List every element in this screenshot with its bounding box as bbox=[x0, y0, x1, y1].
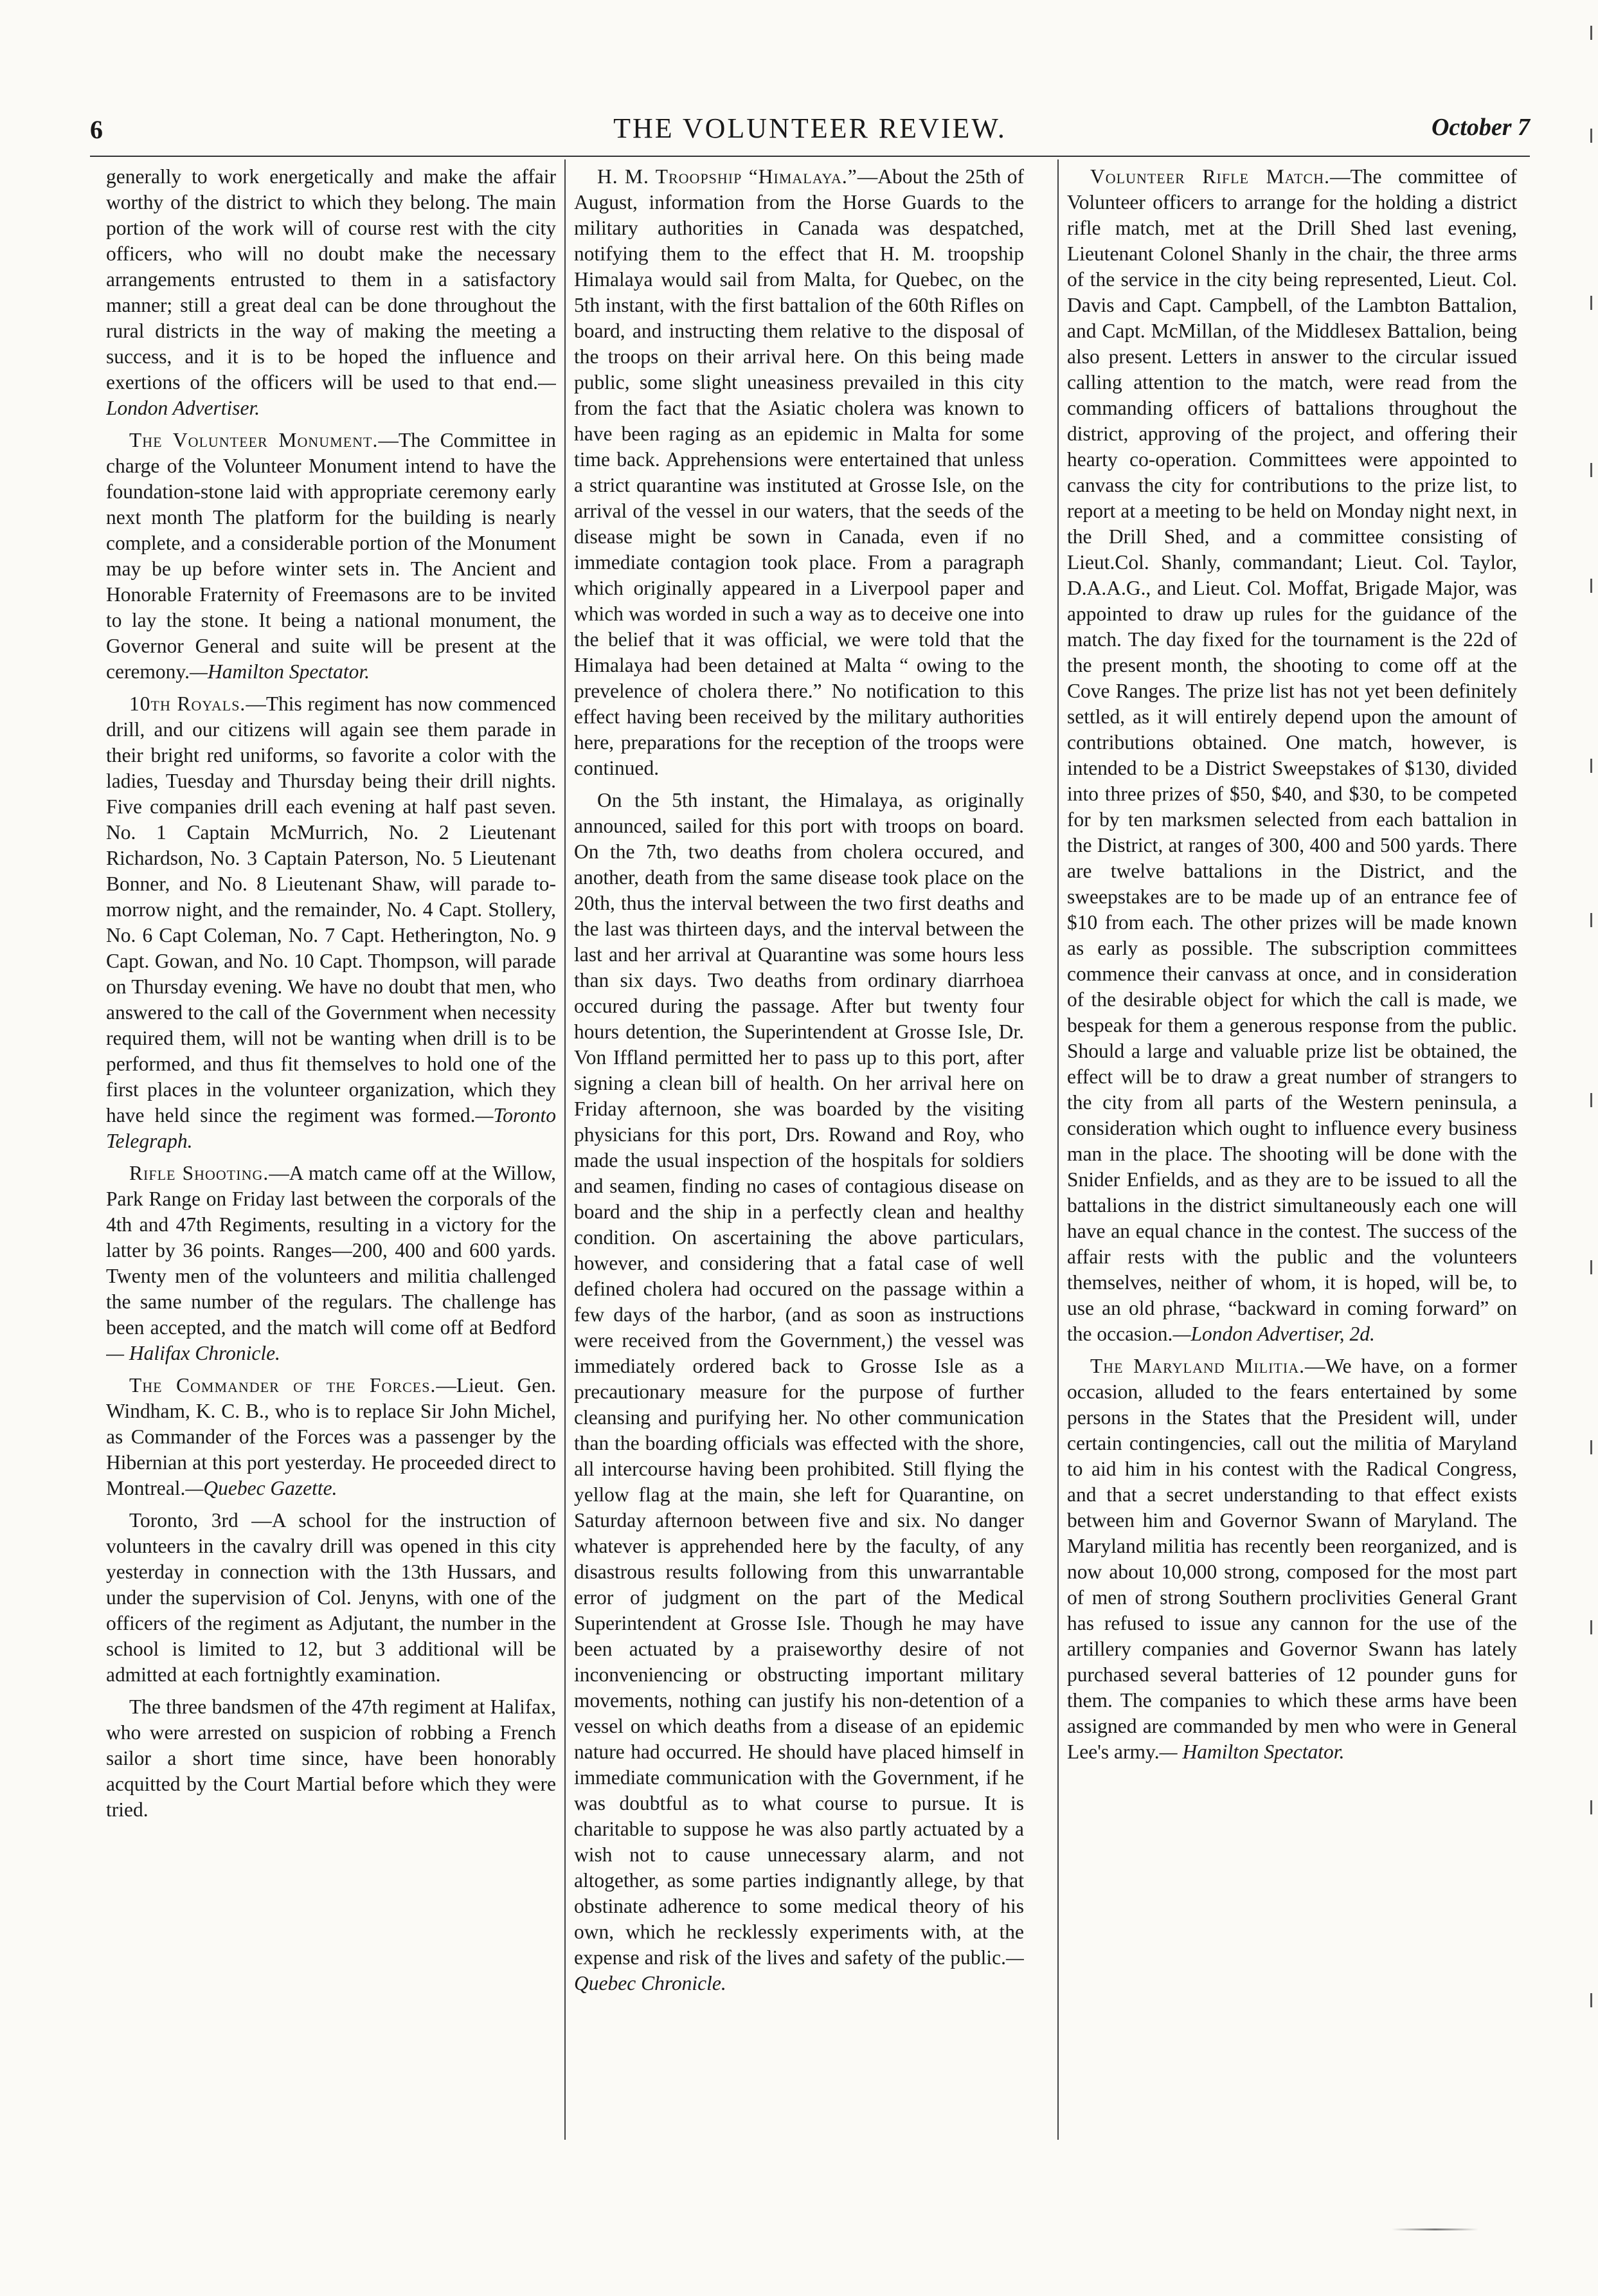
article-source: —London Advertiser, 2d. bbox=[1172, 1323, 1375, 1345]
article-heading: The Maryland Militia. bbox=[1090, 1355, 1305, 1377]
article-body: —We have, on a former occasion, alluded to the fears entertained by some persons in the States that the President will, under certain contingencies, call out the militia of Maryland to aid him in his contest with the Radical Congress, and that a secret understanding to that effect exists between him and Governor Swann of Maryland. The Maryland militia has recently been reorganized, and is now about 10,000 strong, composed for the most part of men of strong Southern proclivities General Grant has refused to issue any cannon for the use of the artillery companies and Governor Swann has lately purchased several batteries of 12 pounder guns for them. The companies to which these arms have been assigned are commanded by men who were in General Lee's army. bbox=[1067, 1355, 1517, 1763]
article-source: —Quebec Gazette. bbox=[185, 1477, 337, 1499]
article-paragraph bbox=[1067, 1353, 1517, 1765]
printer-mark bbox=[1392, 2228, 1478, 2230]
article-source: — Halifax Chronicle. bbox=[106, 1342, 280, 1364]
article-source: — Hamilton Spectator. bbox=[1159, 1740, 1345, 1763]
column-3 bbox=[1067, 164, 1517, 2138]
edge-dash bbox=[1590, 1440, 1592, 1454]
column-divider bbox=[1057, 159, 1059, 2140]
edge-dash bbox=[1590, 1260, 1592, 1274]
edge-dash bbox=[1590, 579, 1592, 593]
article-paragraph bbox=[106, 1373, 556, 1501]
edge-dash bbox=[1590, 129, 1592, 143]
article-heading: Rifle Shooting. bbox=[129, 1162, 269, 1184]
article-paragraph bbox=[574, 788, 1024, 1996]
header-rule bbox=[90, 156, 1530, 157]
article-body: Toronto, 3rd —A school for the instruction of volunteers in the cavalry drill was opened in this city yesterday in connection with the 13th Hussars, and under the supervision of Col. Jenyns, with one of the officers of the regiment as Adjutant, the number in the school is limited to 12, but 3 additional will be admitted at each fortnightly examination. bbox=[106, 1509, 556, 1686]
article-paragraph bbox=[574, 164, 1024, 781]
article-paragraph bbox=[106, 1161, 556, 1366]
edge-dash bbox=[1590, 1800, 1592, 1814]
article-heading: The Commander of the Forces. bbox=[129, 1374, 436, 1397]
article-body: —The Committee in charge of the Volunteer Monument intend to have the foundation-stone laid with appropriate ceremony early next month The platform for the building is nearly complete, and a considerable portion of the Monument may be up before winter sets in. The Ancient and Honorable Fraternity of Freemasons are to be invited to lay the stone. It being a national monument, the Governor General and suite will be present at the ceremony. bbox=[106, 429, 556, 683]
article-paragraph bbox=[106, 691, 556, 1154]
article-source: —Toronto Telegraph. bbox=[106, 1104, 556, 1152]
article-body: —A match came off at the Willow, Park Range on Friday last between the corporals of the 4th and 47th Regiments, resulting in a victory for the latter by 36 points. Ranges—200, 400 and 600 yards. Twenty men of the volunteers and militia challenged the same number of the regulars. The challenge has been accepted, and the match will come off at Bedford bbox=[106, 1162, 556, 1339]
article-body: —About the 25th of August, information from the Horse Guards to the military authorities in Canada was despatched, notifying them to the effect that H. M. troopship Himalaya would sail from Malta, for Quebec, on the 5th instant, with the first battalion of the 60th Rifles on board, and instructing them relative to the disposal of the troops on their arrival here. On this being made public, some slight uneasiness prevailed in this city from the fact that the Asiatic cholera was known to have been raging as an epidemic in Malta for some time back. Apprehensions were entertained that unless a strict quarantine was instituted at Grosse Isle, on the arrival of the vessel in our waters, that the seeds of the disease might be sown in Canada, even if no immediate contagion took place. From a paragraph which originally appeared in a Liverpool paper and which was worded in such a way as to deceive one into the belief that it was official, we were told that the Himalaya had been detained at Malta “ owing to the prevelence of cholera there.” No notification to this effect having been received by the military authorities here, preparations for the reception of the troops were continued. bbox=[574, 165, 1024, 779]
masthead-title: THE VOLUNTEER REVIEW. bbox=[613, 113, 1007, 144]
article-source: —Quebec Chronicle. bbox=[574, 1946, 1024, 1994]
article-body: —The committee of Volunteer officers to arrange for the holding a district rifle match, met at the Drill Shed last evening, Lieutenant Colonel Shanly in the chair, the three arms of the service in the city being represented, Lieut. Col. Davis and Capt. Campbell, of the Lambton Battalion, and Capt. McMillan, of the Middlesex Battalion, being also present. Letters in answer to the circular issued calling attention to the match, were read from the commanding officers of battalions throughout the district, approving of the project, and offering their hearty co-operation. Committees were appointed to canvass the city for contributions to the prize list, to report at a meeting to be held on Monday night next, in the Drill Shed, and a committee consisting of Lieut.Col. Shanly, commandant; Lieut. Col. Taylor, D.A.A.G., and Lieut. Col. Moffat, Brigade Major, was appointed to draw up rules for the guidance of the match. The day fixed for the tournament is the 22d of the present month, the shooting to come off at the Cove Ranges. The prize list has not yet been definitely settled, as it will entirely depend upon the amount of contributions obtained. One match, however, is intended to be a District Sweepstakes of $130, divided into three prizes of $50, $40, and $30, to be competed for by ten marksmen selected from each battalion in the District, at ranges of 300, 400 and 500 yards. There are twelve battalions in the District, and the sweepstakes are to be made up of an entrance fee of $10 from each. The other prizes will be made known as early as possible. The subscription committees commence their canvass at once, and in consideration of the desirable object for which the call is made, we bespeak for them a generous response from the public. Should a large and valuable prize list be obtained, the effect will be to draw a great number of strangers to the city from all parts of the Western peninsula, a consideration which ought to influence every business man in the place. The shooting will be done with the Snider Enfields, and as they are to be issued to all the battalions in the district simultaneously each one will have an equal chance in the contest. The success of the affair rests with the public and the volunteers themselves, neither of whom, it is hoped, will be, to use an old phrase, “backward in coming forward” on the occasion. bbox=[1067, 165, 1517, 1345]
article-body: The three bandsmen of the 47th regiment at Halifax, who were arrested on suspicion of robbing a French sailor a short time since, have been honorably acquitted by the Court Martial before which they were tried. bbox=[106, 1695, 556, 1821]
article-body: —This regiment has now commenced drill, and our citizens will again see them parade in their bright red uniforms, so favorite a color with the ladies, Tuesday and Thursday being their drill nights. Five companies drill each evening at half past seven. No. 1 Captain McMurrich, No. 2 Lieutenant Richardson, No. 3 Captain Paterson, No. 5 Lieutenant Bonner, and No. 8 Lieutenant Shaw, will parade to-morrow night, and the remainder, No. 4 Capt. Stollery, No. 6 Capt Coleman, No. 7 Capt. Hetherington, No. 9 Capt. Gowan, and No. 10 Capt. Thompson, will parade on Thursday evening. We have no doubt that men, who answered to the call of the Government when necessity required them, will not be wanting when drill is to be performed, and thus fit themselves to hold one of the first places in the volunteer organization, which they have held since the regiment was formed. bbox=[106, 692, 556, 1126]
edge-dash bbox=[1590, 913, 1592, 927]
edge-dash bbox=[1590, 26, 1592, 40]
article-paragraph bbox=[106, 428, 556, 685]
edge-dash bbox=[1590, 463, 1592, 477]
article-heading: Volunteer Rifle Match. bbox=[1090, 165, 1330, 188]
edge-dash bbox=[1590, 1993, 1592, 2007]
article-paragraph bbox=[106, 1508, 556, 1688]
edge-dash bbox=[1590, 1093, 1592, 1107]
column-2 bbox=[574, 164, 1024, 2138]
edge-dash bbox=[1590, 1620, 1592, 1634]
article-body: generally to work energetically and make the affair worthy of the district to which they belong. The main portion of the work will of course rest with the city officers, who will no doubt make the necessary arrangements entrusted to them in a satisfactory manner; still a great deal can be done throughout the rural districts in the way of making the meeting a success, and it is to be hoped the influence and exertions of the officers will be used to that end. bbox=[106, 165, 556, 393]
page-header bbox=[90, 108, 1530, 153]
article-paragraph bbox=[1067, 164, 1517, 1347]
article-heading: H. M. Troopship “Himalaya.” bbox=[597, 165, 857, 188]
edge-dash bbox=[1590, 296, 1592, 310]
issue-date: October 7 bbox=[1431, 114, 1530, 141]
article-paragraph bbox=[106, 164, 556, 421]
article-paragraph bbox=[106, 1694, 556, 1823]
page-edge-marks bbox=[1559, 0, 1598, 2296]
article-body: —Lieut. Gen. Windham, K. C. B., who is to replace Sir John Michel, as Commander of the Forces was a passenger by the Hibernian at this port yesterday. He proceeded direct to Montreal. bbox=[106, 1374, 556, 1499]
edge-dash bbox=[1590, 759, 1592, 773]
page-number: 6 bbox=[90, 115, 103, 144]
article-source: —London Advertiser. bbox=[106, 371, 556, 419]
column-1 bbox=[106, 164, 556, 2138]
article-body: On the 5th instant, the Himalaya, as originally announced, sailed for this port with troops on board. On the 7th, two deaths from cholera occured, and another, death from the same disease took place on the 20th, thus the interval between the two first deaths and the last was thirteen days, and the interval between the last and her arrival at Quarantine was some hours less than six days. Two deaths from ordinary diarrhoea occured during the passage. After but twenty four hours detention, the Superintendent at Grosse Isle, Dr. Von Iffland permitted her to pass up to this port, after signing a clean bill of health. On her arrival here on Friday afternoon, she was boarded by the visiting physicians for this port, Drs. Rowand and Roy, who made the usual inspection of the hospitals for soldiers and seamen, finding no cases of contagious disease on board and the ship in a perfectly clean and healthy condition. On ascertaining the above particulars, however, and considering that a fatal case of well defined cholera had occured on the passage within a few days of the harbor, (and as soon as instructions were received from the Government,) the vessel was immediately ordered back to Grosse Isle as a precautionary measure for the purpose of further cleansing and purifying her. No other communication than the boarding officials was effected with the shore, all intercourse having been prohibited. Still flying the yellow flag at the main, she left for Quarantine, on Saturday afternoon between five and six. No danger whatever is apprehended here by the faculty, of any disastrous results following from this unwarrantable error of judgment on the part of the Medical Superintendent at Grosse Isle. Though he may have been actuated by a praiseworthy desire of not inconveniencing or obstructing important military movements, nothing can justify his non-detention of a vessel on which deaths from a disease of an epidemic nature had occurred. He should have placed himself in immediate communication with the Government, if he was doubtful as to what course to pursue. It is charitable to suppose he was also partly actuated by a wish not to cause unnecessary alarm, and not altogether, as some parties indignantly allege, by that obstinate adherence to some medical theory of his own, which he recklessly experiments with, at the expense and risk of the lives and safety of the public. bbox=[574, 789, 1024, 1969]
article-heading: 10th Royals. bbox=[129, 692, 246, 715]
article-heading: The Volunteer Monument. bbox=[129, 429, 379, 451]
article-source: —Hamilton Spectator. bbox=[190, 660, 370, 683]
column-divider bbox=[564, 159, 566, 2140]
